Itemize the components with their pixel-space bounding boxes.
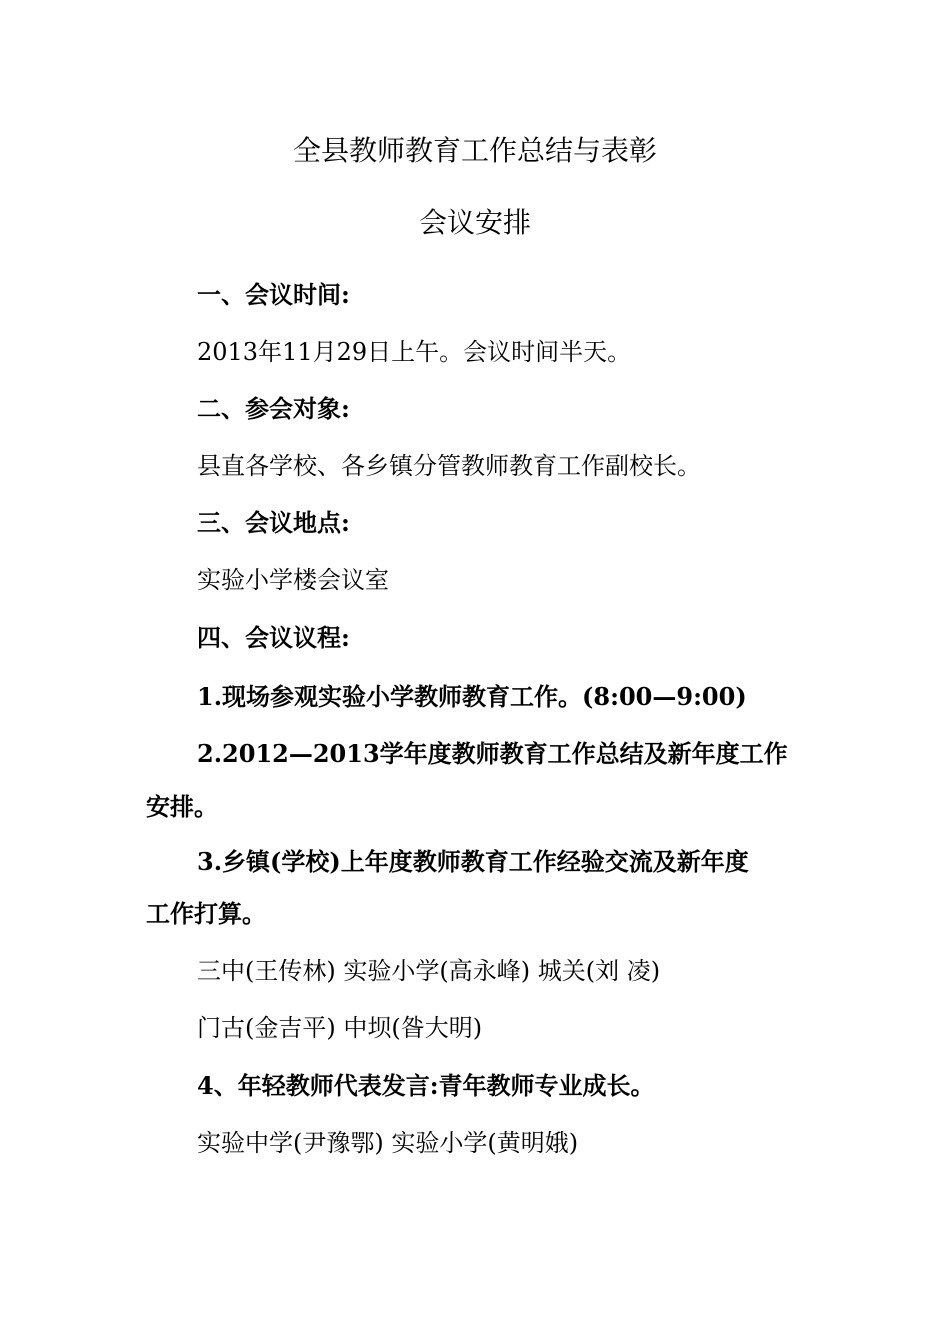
location-text: 实验小学楼会议室: [197, 566, 389, 594]
agenda-item-2-line2: 安排。: [146, 792, 218, 821]
document-title: 全县教师教育工作总结与表彰: [292, 134, 657, 167]
section-heading-time: 一、会议时间:: [197, 280, 350, 309]
section-heading-agenda: 四、会议议程:: [197, 623, 350, 652]
agenda-item-4: 4、年轻教师代表发言:青年教师专业成长。: [197, 1071, 655, 1100]
agenda-item-1: 1.现场参观实验小学教师教育工作。(8:00—9:00): [197, 682, 747, 711]
section-heading-location: 三、会议地点:: [197, 508, 350, 537]
attendees-text: 县直各学校、各乡镇分管教师教育工作副校长。: [197, 452, 701, 480]
section-heading-attendees: 二、参会对象:: [197, 394, 350, 423]
agenda-item-3-line1: 3.乡镇(学校)上年度教师教育工作经验交流及新年度: [197, 847, 749, 876]
document-subtitle: 会议安排: [418, 206, 531, 239]
agenda-item-3-line2: 工作打算。: [146, 899, 266, 928]
meeting-time-text: 2013年11月29日上午。会议时间半天。: [197, 338, 632, 366]
speakers-row-3: 实验中学(尹豫鄂) 实验小学(黄明娥): [197, 1129, 579, 1157]
speakers-row-2: 门古(金吉平) 中坝(昝大明): [197, 1014, 483, 1042]
speakers-row-1: 三中(王传林) 实验小学(高永峰) 城关(刘 凌): [197, 957, 661, 985]
agenda-item-2-line1: 2.2012—2013学年度教师教育工作总结及新年度工作: [197, 739, 788, 768]
